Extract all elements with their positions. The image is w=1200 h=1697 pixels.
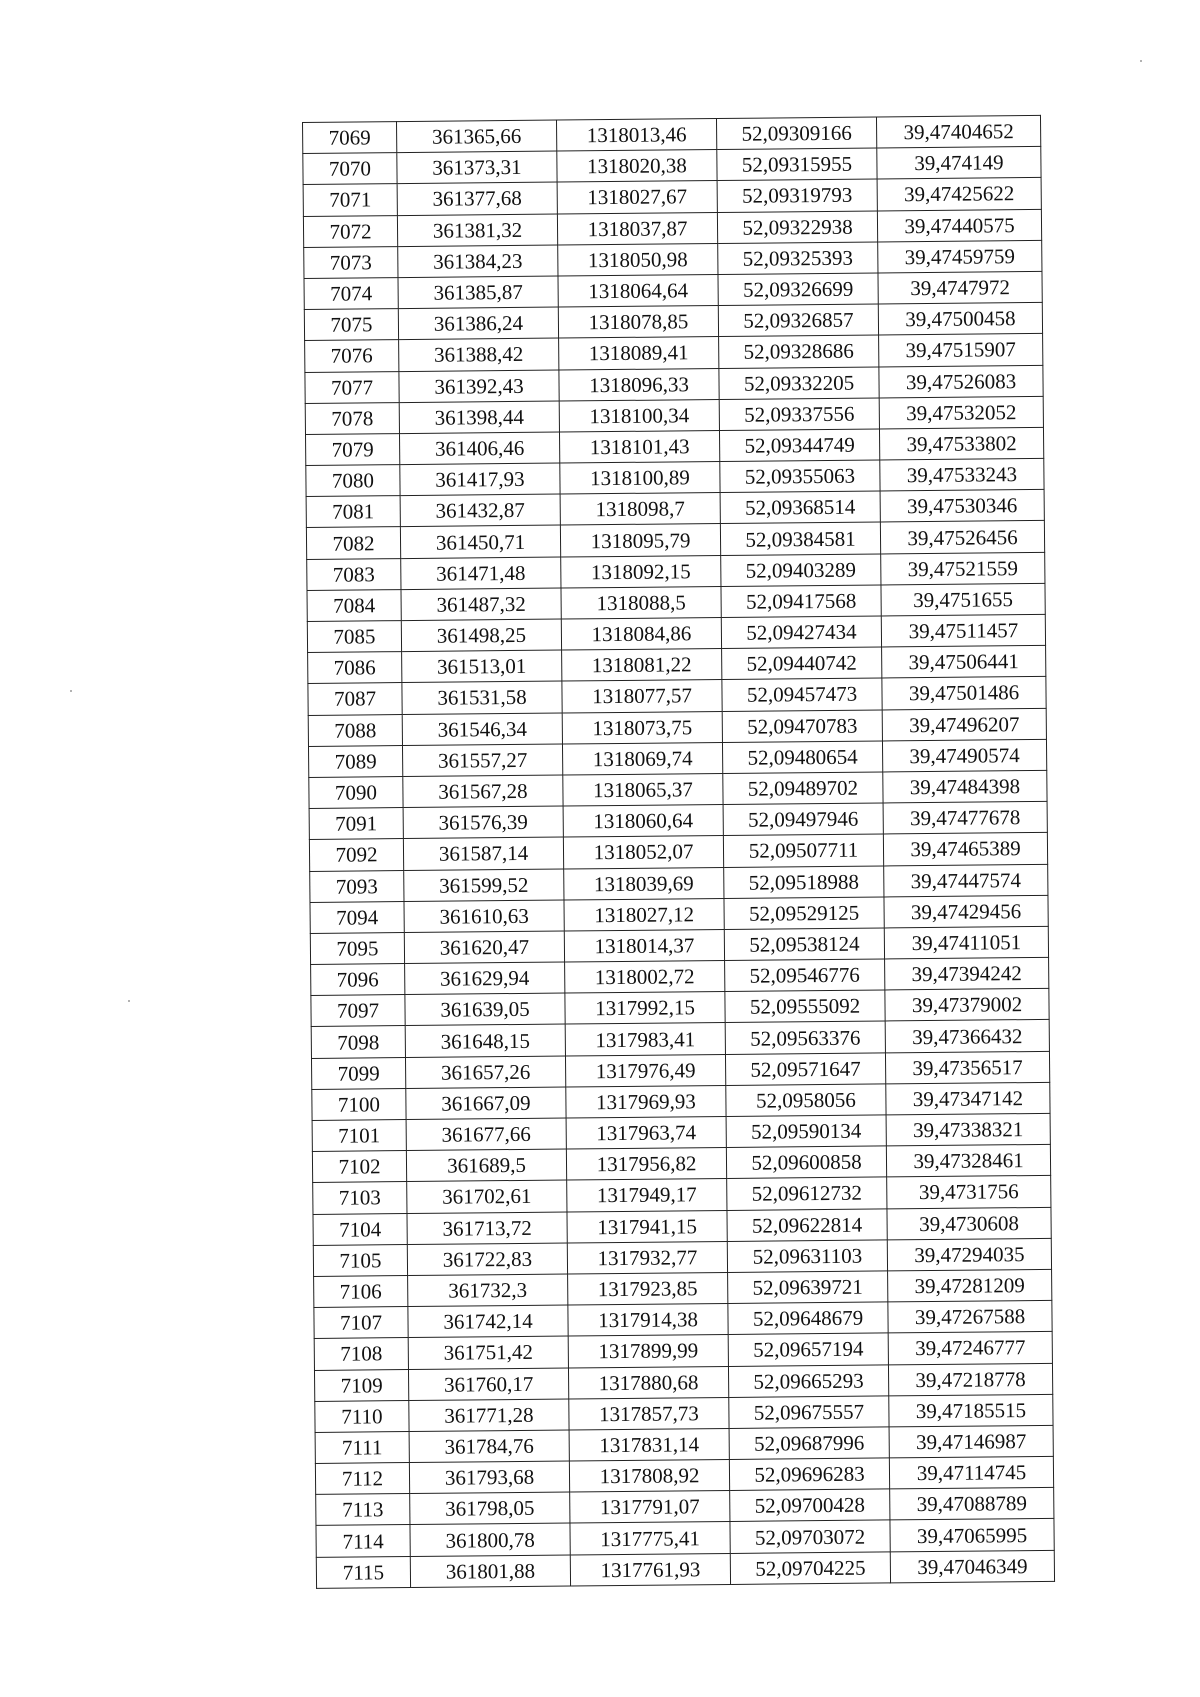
y-coordinate-cell: 1317949,17 [567, 1179, 727, 1212]
latitude-cell: 52,09687996 [729, 1427, 889, 1460]
latitude-cell: 52,09368514 [720, 491, 880, 524]
longitude-cell: 39,47356517 [885, 1051, 1049, 1084]
point-number-cell: 7115 [316, 1556, 410, 1588]
x-coordinate-cell: 361406,46 [399, 432, 559, 465]
x-coordinate-cell: 361392,43 [399, 370, 559, 403]
x-coordinate-cell: 361657,26 [405, 1056, 565, 1089]
y-coordinate-cell: 1318027,12 [564, 898, 724, 931]
longitude-cell: 39,47506441 [882, 646, 1046, 679]
point-number-cell: 7102 [312, 1151, 406, 1183]
point-number-cell: 7104 [313, 1213, 407, 1245]
x-coordinate-cell: 361576,39 [403, 806, 563, 839]
y-coordinate-cell: 1317775,41 [570, 1522, 730, 1555]
latitude-cell: 52,0958056 [726, 1084, 886, 1117]
longitude-cell: 39,47404652 [876, 115, 1040, 148]
y-coordinate-cell: 1317941,15 [567, 1210, 727, 1243]
latitude-cell: 52,09631103 [727, 1240, 887, 1273]
x-coordinate-cell: 361388,42 [399, 338, 559, 371]
point-number-cell: 7093 [310, 870, 404, 902]
longitude-cell: 39,47218778 [888, 1363, 1052, 1396]
longitude-cell: 39,47526083 [879, 365, 1043, 398]
x-coordinate-cell: 361384,23 [398, 245, 558, 278]
latitude-cell: 52,09497946 [723, 803, 883, 836]
y-coordinate-cell: 1318065,37 [563, 773, 723, 806]
y-coordinate-cell: 1317992,15 [565, 992, 725, 1025]
y-coordinate-cell: 1318084,86 [561, 617, 721, 650]
point-number-cell: 7086 [308, 652, 402, 684]
longitude-cell: 39,47533802 [879, 427, 1043, 460]
point-number-cell: 7072 [303, 215, 397, 247]
latitude-cell: 52,09648679 [728, 1302, 888, 1335]
x-coordinate-cell: 361689,5 [406, 1149, 566, 1182]
latitude-cell: 52,09639721 [728, 1271, 888, 1304]
x-coordinate-cell: 361432,87 [400, 494, 560, 527]
longitude-cell: 39,47532052 [879, 396, 1043, 429]
y-coordinate-cell: 1317857,73 [569, 1397, 729, 1430]
y-coordinate-cell: 1317880,68 [568, 1366, 728, 1399]
longitude-cell: 39,47425622 [877, 178, 1041, 211]
x-coordinate-cell: 361771,28 [409, 1399, 569, 1432]
x-coordinate-cell: 361385,87 [398, 276, 558, 309]
longitude-cell: 39,47501486 [882, 677, 1046, 710]
x-coordinate-cell: 361567,28 [403, 775, 563, 808]
y-coordinate-cell: 1318039,69 [564, 867, 724, 900]
longitude-cell: 39,47490574 [882, 739, 1046, 772]
longitude-cell: 39,47477678 [883, 802, 1047, 835]
x-coordinate-cell: 361386,24 [398, 307, 558, 340]
x-coordinate-cell: 361381,32 [397, 214, 557, 247]
longitude-cell: 39,47440575 [877, 209, 1041, 242]
y-coordinate-cell: 1317963,74 [566, 1116, 726, 1149]
x-coordinate-cell: 361610,63 [404, 900, 564, 933]
longitude-cell: 39,47526456 [880, 521, 1044, 554]
y-coordinate-cell: 1318052,07 [563, 836, 723, 869]
point-number-cell: 7097 [311, 995, 405, 1027]
y-coordinate-cell: 1317956,82 [566, 1148, 726, 1181]
point-number-cell: 7087 [308, 683, 402, 715]
x-coordinate-cell: 361742,14 [408, 1305, 568, 1338]
point-number-cell: 7089 [308, 745, 402, 777]
longitude-cell: 39,47328461 [886, 1145, 1050, 1178]
point-number-cell: 7075 [304, 309, 398, 341]
x-coordinate-cell: 361751,42 [408, 1336, 568, 1369]
longitude-cell: 39,47366432 [885, 1020, 1049, 1053]
x-coordinate-cell: 361587,14 [403, 837, 563, 870]
latitude-cell: 52,09563376 [725, 1021, 885, 1054]
y-coordinate-cell: 1317983,41 [565, 1023, 725, 1056]
latitude-cell: 52,09326857 [718, 304, 878, 337]
point-number-cell: 7083 [307, 558, 401, 590]
x-coordinate-cell: 361373,31 [397, 151, 557, 184]
longitude-cell: 39,4747972 [878, 271, 1042, 304]
longitude-cell: 39,4751655 [881, 583, 1045, 616]
latitude-cell: 52,09403289 [721, 554, 881, 587]
x-coordinate-cell: 361702,61 [407, 1180, 567, 1213]
point-number-cell: 7107 [314, 1307, 408, 1339]
latitude-cell: 52,09332205 [719, 366, 879, 399]
point-number-cell: 7081 [306, 496, 400, 528]
point-number-cell: 7077 [305, 371, 399, 403]
x-coordinate-cell: 361793,68 [409, 1461, 569, 1494]
y-coordinate-cell: 1318013,46 [556, 119, 716, 152]
y-coordinate-cell: 1318098,7 [560, 493, 720, 526]
x-coordinate-cell: 361546,34 [402, 713, 562, 746]
longitude-cell: 39,47267588 [888, 1300, 1052, 1333]
point-number-cell: 7082 [306, 527, 400, 559]
y-coordinate-cell: 1318002,72 [565, 961, 725, 994]
y-coordinate-cell: 1318101,43 [559, 430, 719, 463]
point-number-cell: 7091 [309, 808, 403, 840]
x-coordinate-cell: 361798,05 [410, 1492, 570, 1525]
point-number-cell: 7095 [310, 932, 404, 964]
y-coordinate-cell: 1318092,15 [561, 555, 721, 588]
latitude-cell: 52,09518988 [724, 865, 884, 898]
point-number-cell: 7096 [311, 964, 405, 996]
y-coordinate-cell: 1317899,99 [568, 1335, 728, 1368]
latitude-cell: 52,09384581 [720, 522, 880, 555]
y-coordinate-cell: 1318088,5 [561, 586, 721, 619]
latitude-cell: 52,09675557 [729, 1396, 889, 1429]
latitude-cell: 52,09325393 [718, 242, 878, 275]
longitude-cell: 39,47496207 [882, 708, 1046, 741]
latitude-cell: 52,09700428 [730, 1489, 890, 1522]
point-number-cell: 7111 [315, 1431, 409, 1463]
y-coordinate-cell: 1318096,33 [559, 368, 719, 401]
longitude-cell: 39,47533243 [880, 458, 1044, 491]
longitude-cell: 39,47394242 [885, 957, 1049, 990]
longitude-cell: 39,47530346 [880, 490, 1044, 523]
x-coordinate-cell: 361498,25 [401, 619, 561, 652]
y-coordinate-cell: 1318014,37 [564, 929, 724, 962]
point-number-cell: 7105 [313, 1244, 407, 1276]
longitude-cell: 39,47515907 [879, 334, 1043, 367]
x-coordinate-cell: 361377,68 [397, 182, 557, 215]
latitude-cell: 52,09657194 [728, 1333, 888, 1366]
point-number-cell: 7103 [313, 1182, 407, 1214]
y-coordinate-cell: 1318050,98 [558, 243, 718, 276]
longitude-cell: 39,47447574 [884, 864, 1048, 897]
longitude-cell: 39,47500458 [878, 303, 1042, 336]
longitude-cell: 39,474149 [877, 147, 1041, 180]
longitude-cell: 39,47465389 [883, 833, 1047, 866]
latitude-cell: 52,09507711 [723, 834, 883, 867]
x-coordinate-cell: 361531,58 [402, 681, 562, 714]
point-number-cell: 7094 [310, 901, 404, 933]
scan-speck [1140, 60, 1142, 62]
latitude-cell: 52,09328686 [719, 335, 879, 368]
y-coordinate-cell: 1317791,07 [570, 1491, 730, 1524]
y-coordinate-cell: 1318069,74 [562, 742, 722, 775]
latitude-cell: 52,09326699 [718, 273, 878, 306]
point-number-cell: 7080 [306, 465, 400, 497]
y-coordinate-cell: 1318089,41 [559, 337, 719, 370]
x-coordinate-cell: 361713,72 [407, 1212, 567, 1245]
latitude-cell: 52,09457473 [722, 678, 882, 711]
point-number-cell: 7084 [307, 589, 401, 621]
longitude-cell: 39,47281209 [888, 1269, 1052, 1302]
x-coordinate-cell: 361513,01 [402, 650, 562, 683]
y-coordinate-cell: 1318077,57 [562, 680, 722, 713]
point-number-cell: 7071 [303, 184, 397, 216]
longitude-cell: 39,47185515 [889, 1394, 1053, 1427]
x-coordinate-cell: 361471,48 [401, 557, 561, 590]
scan-speck [70, 690, 72, 692]
latitude-cell: 52,09546776 [725, 959, 885, 992]
x-coordinate-cell: 361629,94 [405, 962, 565, 995]
point-number-cell: 7078 [305, 402, 399, 434]
x-coordinate-cell: 361365,66 [397, 120, 557, 153]
longitude-cell: 39,47294035 [887, 1238, 1051, 1271]
latitude-cell: 52,09480654 [722, 741, 882, 774]
y-coordinate-cell: 1318037,87 [557, 212, 717, 245]
y-coordinate-cell: 1317914,38 [568, 1304, 728, 1337]
x-coordinate-cell: 361450,71 [400, 525, 560, 558]
x-coordinate-cell: 361732,3 [408, 1274, 568, 1307]
latitude-cell: 52,09344749 [719, 429, 879, 462]
y-coordinate-cell: 1318027,67 [557, 181, 717, 214]
latitude-cell: 52,09696283 [729, 1458, 889, 1491]
point-number-cell: 7099 [311, 1057, 405, 1089]
table-row [316, 1550, 1054, 1588]
longitude-cell: 39,4731756 [887, 1176, 1051, 1209]
x-coordinate-cell: 361599,52 [404, 869, 564, 902]
latitude-cell: 52,09703072 [730, 1520, 890, 1553]
point-number-cell: 7074 [304, 278, 398, 310]
latitude-cell: 52,09590134 [726, 1115, 886, 1148]
longitude-cell: 39,47146987 [889, 1425, 1053, 1458]
point-number-cell: 7101 [312, 1120, 406, 1152]
latitude-cell: 52,09600858 [726, 1146, 886, 1179]
point-number-cell: 7112 [315, 1463, 409, 1495]
x-coordinate-cell: 361620,47 [404, 931, 564, 964]
longitude-cell: 39,47379002 [885, 989, 1049, 1022]
x-coordinate-cell: 361398,44 [399, 401, 559, 434]
x-coordinate-cell: 361667,09 [406, 1087, 566, 1120]
latitude-cell: 52,09417568 [721, 585, 881, 618]
y-coordinate-cell: 1317969,93 [566, 1085, 726, 1118]
latitude-cell: 52,09427434 [721, 616, 881, 649]
longitude-cell: 39,47521559 [881, 552, 1045, 585]
y-coordinate-cell: 1318060,64 [563, 805, 723, 838]
x-coordinate-cell: 361487,32 [401, 588, 561, 621]
latitude-cell: 52,09309166 [716, 117, 876, 150]
coordinate-table [302, 115, 1055, 1589]
y-coordinate-cell: 1317831,14 [569, 1428, 729, 1461]
latitude-cell: 52,09538124 [724, 928, 884, 961]
longitude-cell: 39,4730608 [887, 1207, 1051, 1240]
point-number-cell: 7092 [309, 839, 403, 871]
longitude-cell: 39,47046349 [890, 1550, 1054, 1583]
y-coordinate-cell: 1317761,93 [570, 1553, 730, 1586]
scan-speck [128, 1000, 130, 1002]
longitude-cell: 39,47114745 [889, 1456, 1053, 1489]
point-number-cell: 7090 [309, 777, 403, 809]
latitude-cell: 52,09322938 [717, 211, 877, 244]
x-coordinate-cell: 361648,15 [405, 1024, 565, 1057]
y-coordinate-cell: 1318078,85 [558, 306, 718, 339]
y-coordinate-cell: 1317923,85 [568, 1272, 728, 1305]
y-coordinate-cell: 1317808,92 [569, 1460, 729, 1493]
y-coordinate-cell: 1318095,79 [560, 524, 720, 557]
latitude-cell: 52,09319793 [717, 179, 877, 212]
x-coordinate-cell: 361677,66 [406, 1118, 566, 1151]
longitude-cell: 39,47246777 [888, 1332, 1052, 1365]
point-number-cell: 7109 [314, 1369, 408, 1401]
latitude-cell: 52,09355063 [720, 460, 880, 493]
latitude-cell: 52,09440742 [722, 647, 882, 680]
x-coordinate-cell: 361784,76 [409, 1430, 569, 1463]
longitude-cell: 39,47459759 [878, 240, 1042, 273]
y-coordinate-cell: 1318073,75 [562, 711, 722, 744]
latitude-cell: 52,09571647 [725, 1053, 885, 1086]
point-number-cell: 7108 [314, 1338, 408, 1370]
longitude-cell: 39,47347142 [886, 1082, 1050, 1115]
longitude-cell: 39,47411051 [884, 926, 1048, 959]
latitude-cell: 52,09622814 [727, 1208, 887, 1241]
longitude-cell: 39,47338321 [886, 1113, 1050, 1146]
y-coordinate-cell: 1318064,64 [558, 274, 718, 307]
point-number-cell: 7106 [314, 1275, 408, 1307]
latitude-cell: 52,09315955 [717, 148, 877, 181]
latitude-cell: 52,09612732 [727, 1177, 887, 1210]
point-number-cell: 7113 [316, 1494, 410, 1526]
longitude-cell: 39,47065995 [890, 1519, 1054, 1552]
point-number-cell: 7079 [305, 433, 399, 465]
latitude-cell: 52,09470783 [722, 710, 882, 743]
point-number-cell: 7110 [315, 1400, 409, 1432]
point-number-cell: 7085 [307, 621, 401, 653]
latitude-cell: 52,09665293 [728, 1364, 888, 1397]
y-coordinate-cell: 1317976,49 [565, 1054, 725, 1087]
x-coordinate-cell: 361639,05 [405, 993, 565, 1026]
point-number-cell: 7073 [304, 246, 398, 278]
x-coordinate-cell: 361800,78 [410, 1523, 570, 1556]
y-coordinate-cell: 1318100,34 [559, 399, 719, 432]
latitude-cell: 52,09555092 [725, 990, 885, 1023]
point-number-cell: 7100 [312, 1088, 406, 1120]
latitude-cell: 52,09529125 [724, 897, 884, 930]
longitude-cell: 39,47484398 [883, 770, 1047, 803]
point-number-cell: 7088 [308, 714, 402, 746]
longitude-cell: 39,47511457 [881, 614, 1045, 647]
latitude-cell: 52,09337556 [719, 398, 879, 431]
x-coordinate-cell: 361801,88 [410, 1555, 570, 1588]
y-coordinate-cell: 1318100,89 [560, 462, 720, 495]
longitude-cell: 39,47429456 [884, 895, 1048, 928]
point-number-cell: 7114 [316, 1525, 410, 1557]
x-coordinate-cell: 361557,27 [402, 744, 562, 777]
longitude-cell: 39,47088789 [890, 1488, 1054, 1521]
latitude-cell: 52,09704225 [730, 1552, 890, 1585]
point-number-cell: 7098 [311, 1026, 405, 1058]
x-coordinate-cell: 361417,93 [400, 463, 560, 496]
coordinate-table-body [303, 115, 1055, 1588]
y-coordinate-cell: 1318081,22 [562, 649, 722, 682]
latitude-cell: 52,09489702 [723, 772, 883, 805]
y-coordinate-cell: 1318020,38 [557, 150, 717, 183]
point-number-cell: 7069 [303, 122, 397, 154]
point-number-cell: 7076 [305, 340, 399, 372]
point-number-cell: 7070 [303, 153, 397, 185]
y-coordinate-cell: 1317932,77 [567, 1241, 727, 1274]
x-coordinate-cell: 361760,17 [408, 1367, 568, 1400]
x-coordinate-cell: 361722,83 [407, 1243, 567, 1276]
